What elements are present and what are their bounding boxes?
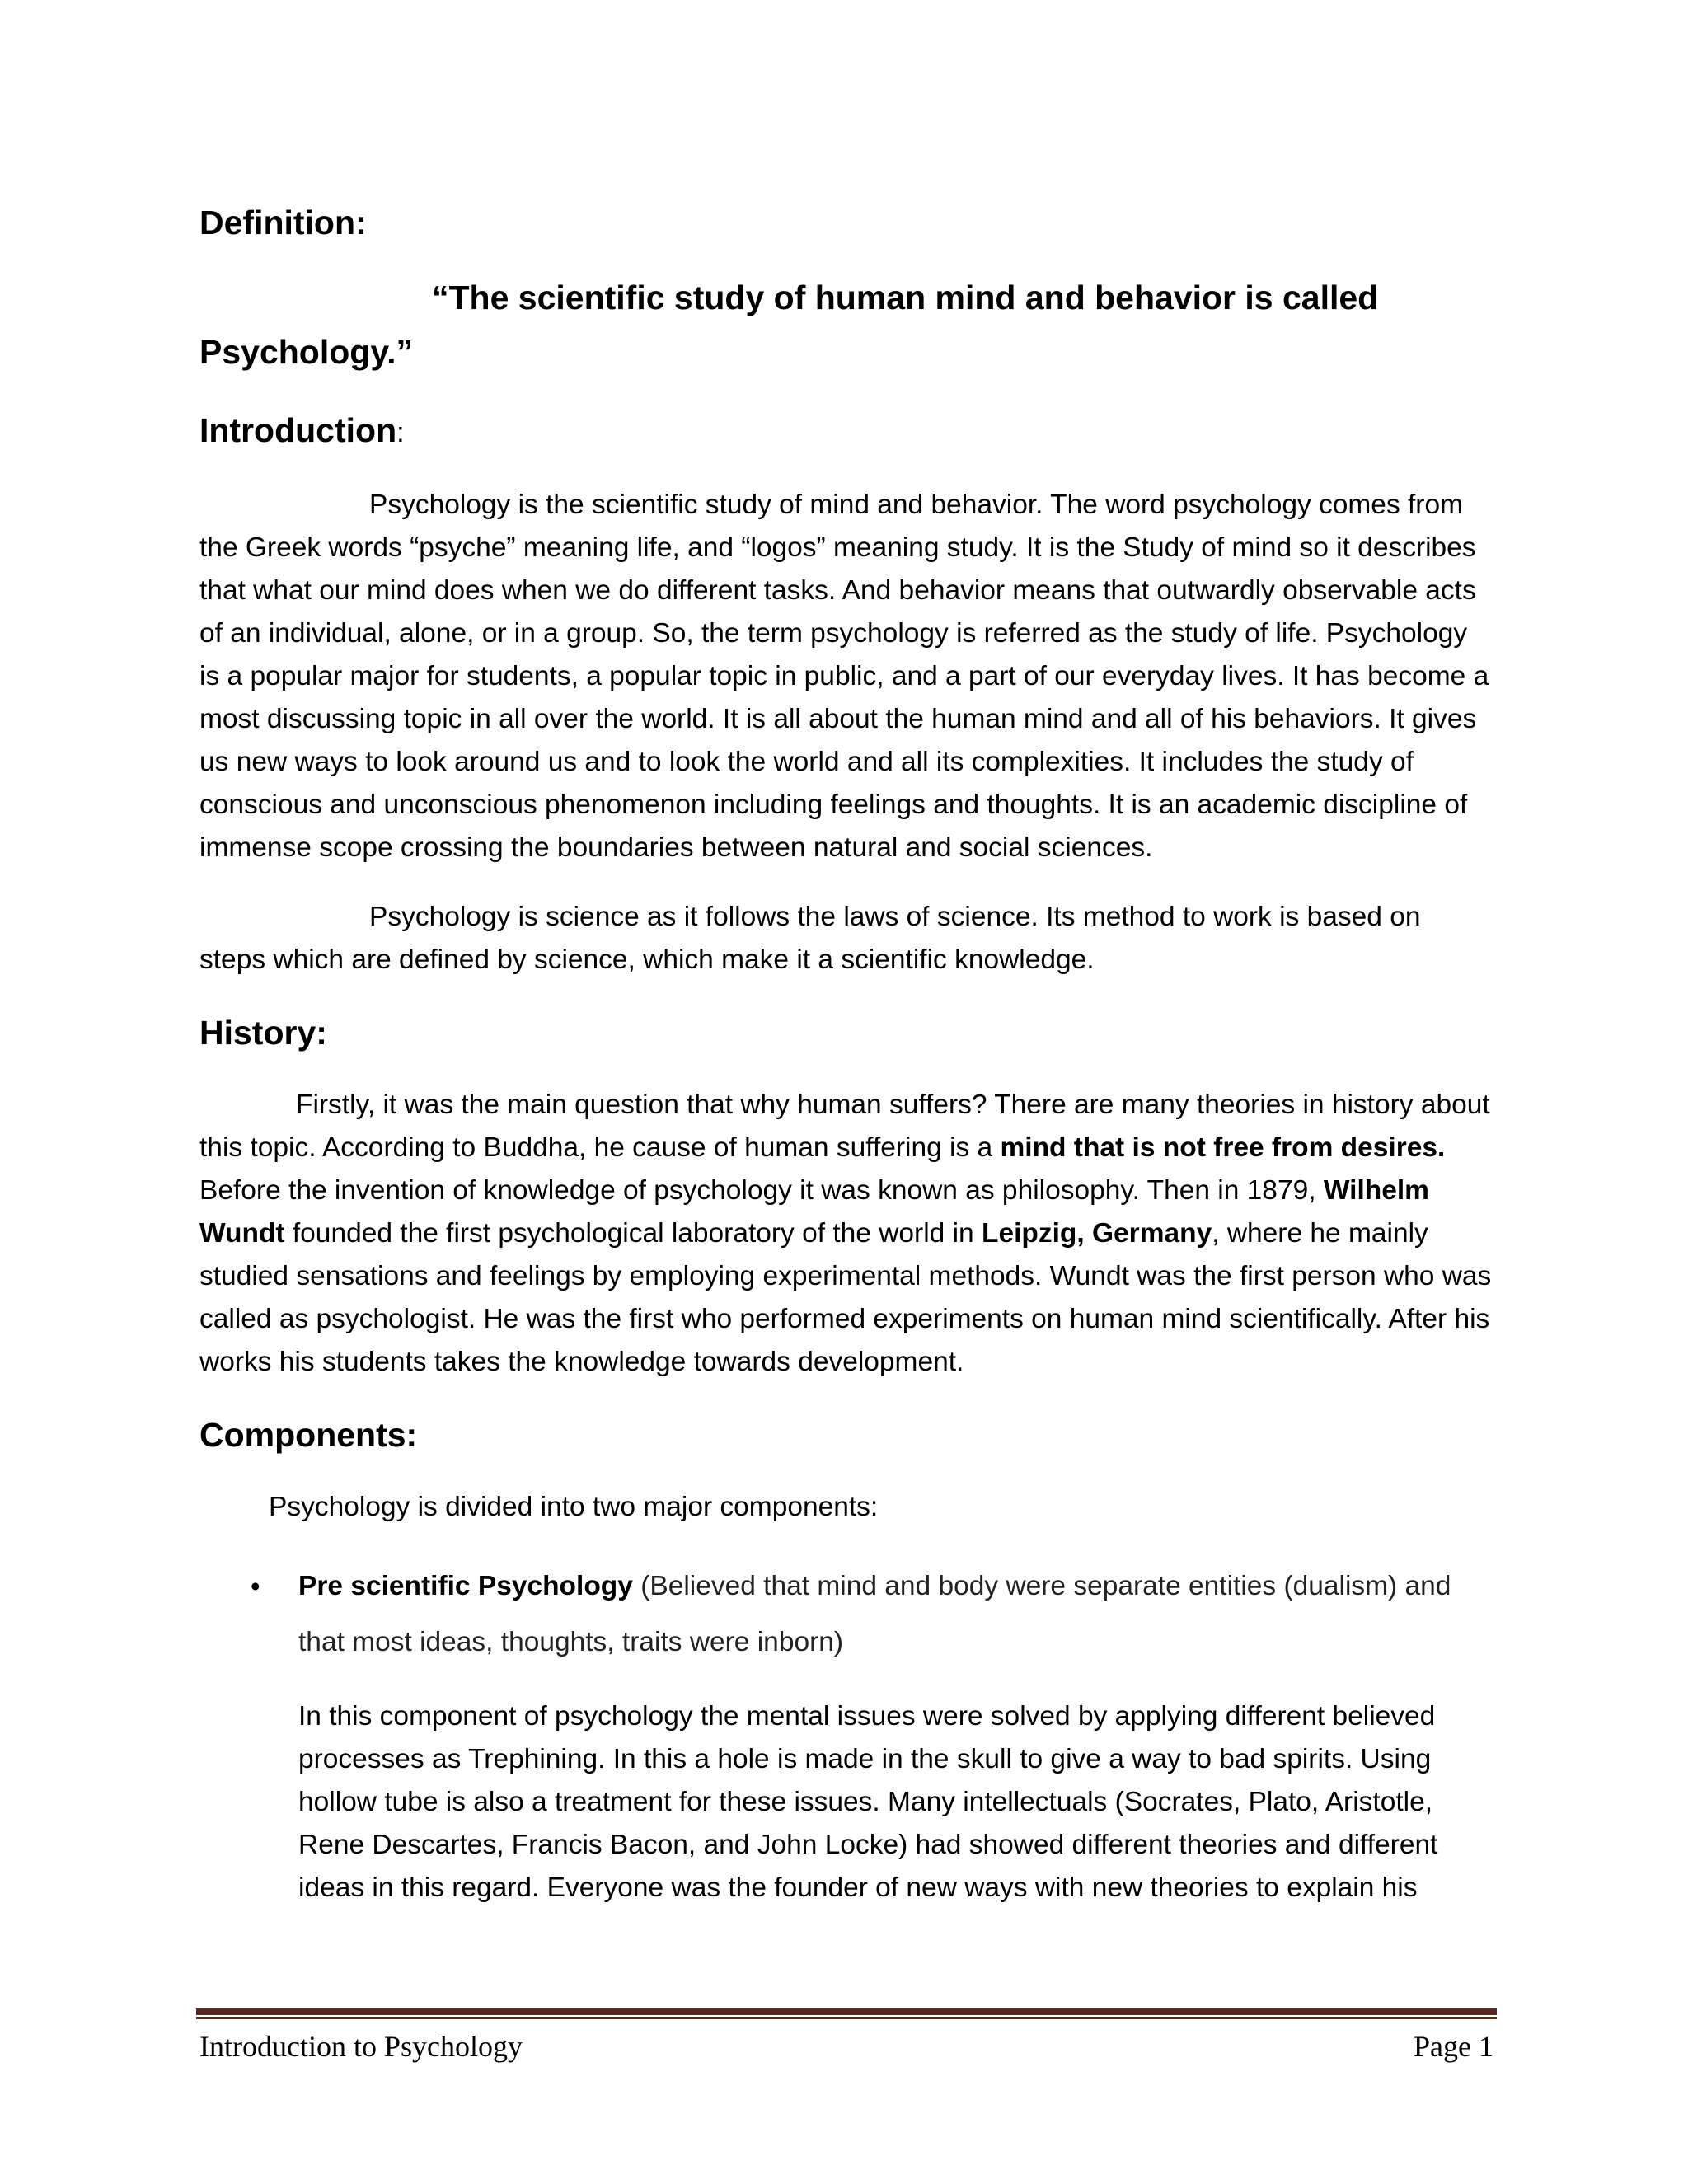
introduction-heading-colon: : bbox=[396, 417, 405, 448]
page-footer bbox=[199, 2026, 1493, 2067]
history-bold-2: Wilhelm Wundt bbox=[199, 1175, 1429, 1249]
components-intro: Psychology is divided into two major components: bbox=[269, 1492, 879, 1522]
history-heading: History: bbox=[199, 1014, 327, 1052]
introduction-paragraph-2: Psychology is science as it follows the laws of science. Its method to work is based on steps which are defined by science, which make it a scientific knowledge. bbox=[199, 902, 1421, 975]
document-body bbox=[199, 198, 1493, 1910]
introduction-heading-text: Introduction bbox=[199, 411, 397, 449]
components-heading: Components: bbox=[199, 1416, 418, 1454]
history-text-4: , where he mainly studied sensations and feelings by employing experimental methods. Wundt was the first person who was called as psychologist. He was the first who performed experiments on human mind scientifically. After his works his students takes the knowledge towards development. bbox=[199, 1218, 1492, 1377]
history-paragraph bbox=[199, 1084, 1493, 1384]
bullet-title: Pre scientific Psychology bbox=[298, 1571, 633, 1601]
footer-rule-thin bbox=[196, 2017, 1497, 2019]
bullet-icon: • bbox=[251, 1571, 260, 1601]
history-bold-3: Leipzig, Germany bbox=[981, 1218, 1212, 1249]
components-bullet-item bbox=[251, 1558, 1493, 1910]
footer-rule bbox=[196, 2008, 1497, 2019]
bullet-paragraph: In this component of psychology the mental issues were solved by applying different believed processes as Trephining. In this a hole is made in the skull to give a way to bad spirits. Using hollow tube is also a treatment for these issues. Many intellectuals (Socrates, Plato, Aristotle, Rene Descartes, Francis Bacon, and John Locke) had showed different theories and different ideas in this regard. Everyone was the founder of new ways with new theories to explain his bbox=[298, 1701, 1438, 1903]
definition-quote: “The scientific study of human mind and behavior is called Psychology.” bbox=[199, 279, 1379, 371]
bullet-description: (Believed that mind and body were separate entities (dualism) and that most ideas, thoughts, traits were inborn) bbox=[298, 1571, 1451, 1657]
definition-heading: Definition: bbox=[199, 204, 367, 241]
introduction-heading bbox=[199, 405, 1493, 457]
history-text-1: Firstly, it was the main question that why human suffers? There are many theories in history about this topic. According to Buddha, he cause of human suffering is a bbox=[199, 1090, 1490, 1163]
history-bold-1: mind that is not free from desires. bbox=[1000, 1132, 1446, 1163]
history-text-3: founded the first psychological laboratory of the world in bbox=[284, 1218, 982, 1249]
history-text-2: Before the invention of knowledge of psychology it was known as philosophy. Then in 1879, bbox=[199, 1175, 1324, 1206]
footer-title: Introduction to Psychology bbox=[199, 2030, 523, 2063]
introduction-paragraph-1: Psychology is the scientific study of mind and behavior. The word psychology comes from the Greek words “psyche” meaning life, and “logos” meaning study. It is the Study of mind so it describes that what our mind does when we do different tasks. And behavior means that outwardly observable acts of an individual, alone, or in a group. So, the term psychology is referred as the study of life. Psychology is a popular major for students, a popular topic in public, and a part of our everyday lives. It has become a most discussing topic in all over the world. It is all about the human mind and all of his behaviors. It gives us new ways to look around us and to look the world and all its complexities. It includes the study of conscious and unconscious phenomenon including feelings and thoughts. It is an academic discipline of immense scope crossing the boundaries between natural and social sciences. bbox=[199, 490, 1489, 863]
footer-rule-thick bbox=[196, 2008, 1497, 2015]
footer-page-number: Page 1 bbox=[1414, 2030, 1493, 2063]
bullet-text bbox=[298, 1558, 1493, 1671]
